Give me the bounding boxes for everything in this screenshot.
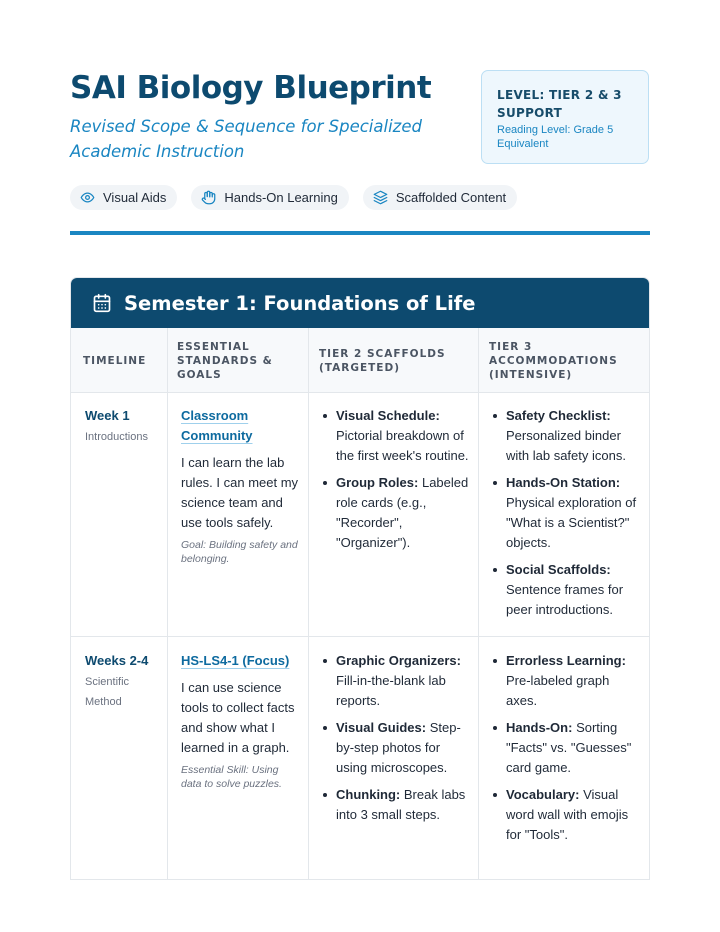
list-item: Group Roles: Labeled role cards (e.g., "Recorder", "Organizer"). [320, 473, 470, 553]
standard-title: HS-LS4-1 (Focus) [181, 653, 290, 668]
row-1-tier3 [490, 406, 640, 627]
timeline-subtitle: Introductions [85, 431, 148, 443]
tag-label: Scaffolded Content [395, 190, 507, 205]
list-item: Visual Guides: Step-by-step photos for using microscopes. [320, 718, 470, 778]
tag-label: Visual Aids [103, 190, 167, 205]
tag-scaffolded [363, 185, 517, 210]
list-item: Chunking: Break labs into 3 small steps. [320, 785, 470, 825]
eye-icon [80, 190, 95, 205]
list-item: Social Scaffolds: Sentence frames for peer introductions. [490, 560, 640, 620]
page-title: SAI Biology Blueprint [70, 70, 432, 106]
timeline-title: Week 1 [85, 408, 130, 423]
standard-description: I can learn the lab rules. I can meet my science team and use tools safely. [181, 455, 299, 530]
semester-table [70, 277, 650, 880]
timeline-subtitle: Scientific Method [85, 676, 130, 708]
row-1-tier2 [320, 406, 470, 560]
column-divider [308, 328, 309, 880]
feature-tags [70, 185, 517, 210]
standard-goal: Goal: Building safety and belonging. [181, 539, 298, 565]
standard-description: I can use science tools to collect facts and show what I learned in a graph. [181, 680, 295, 755]
tag-visual-aids [70, 185, 177, 210]
semester-header [71, 278, 650, 328]
header-divider [70, 231, 650, 235]
tag-hands-on [191, 185, 348, 210]
column-divider [167, 328, 168, 880]
reading-level: Reading Level: Grade 5 Equivalent [497, 124, 614, 150]
row-1-timeline [85, 406, 163, 447]
tag-label: Hands-On Learning [224, 190, 338, 205]
column-headers [71, 328, 650, 393]
list-item: Visual Schedule: Pictorial breakdown of the first week's routine. [320, 406, 470, 466]
standard-goal: Essential Skill: Using data to solve puzzles. [181, 764, 282, 790]
list-item: Errorless Learning: Pre-labeled graph axes. [490, 651, 640, 711]
column-header-timeline: TIMELINE [83, 354, 147, 367]
semester-title: Semester 1: Foundations of Life [124, 291, 476, 315]
level-info-box [481, 70, 649, 164]
column-header-tier3: TIER 3 ACCOMMODATIONS (INTENSIVE) [489, 340, 618, 381]
row-2-standard [181, 651, 301, 791]
column-header-tier2: TIER 2 SCAFFOLDS (TARGETED) [319, 347, 446, 374]
list-item: Hands-On Station: Physical exploration of "What is a Scientist?" objects. [490, 473, 640, 553]
header [70, 70, 650, 170]
list-item: Graphic Organizers: Fill-in-the-blank lab reports. [320, 651, 470, 711]
timeline-title: Weeks 2-4 [85, 653, 149, 668]
column-header-standards: ESSENTIAL STANDARDS & GOALS [177, 340, 273, 381]
layers-icon [373, 190, 388, 205]
list-item: Safety Checklist: Personalized binder with lab safety icons. [490, 406, 640, 466]
row-2-tier3 [490, 651, 640, 852]
column-divider [478, 328, 479, 880]
row-2-timeline [85, 651, 151, 712]
calendar-icon [92, 293, 112, 313]
page-subtitle: Revised Scope & Sequence for Specialized Academic Instruction [70, 117, 422, 161]
list-item: Vocabulary: Visual word wall with emojis for "Tools". [490, 785, 640, 845]
level-title: LEVEL: TIER 2 & 3 SUPPORT [497, 88, 622, 120]
row-2-tier2 [320, 651, 470, 832]
list-item: Hands-On: Sorting "Facts" vs. "Guesses" card game. [490, 718, 640, 778]
row-1-standard [181, 406, 301, 566]
row-divider [71, 636, 650, 637]
standard-title: Classroom Community [181, 408, 253, 443]
hand-icon [201, 190, 216, 205]
